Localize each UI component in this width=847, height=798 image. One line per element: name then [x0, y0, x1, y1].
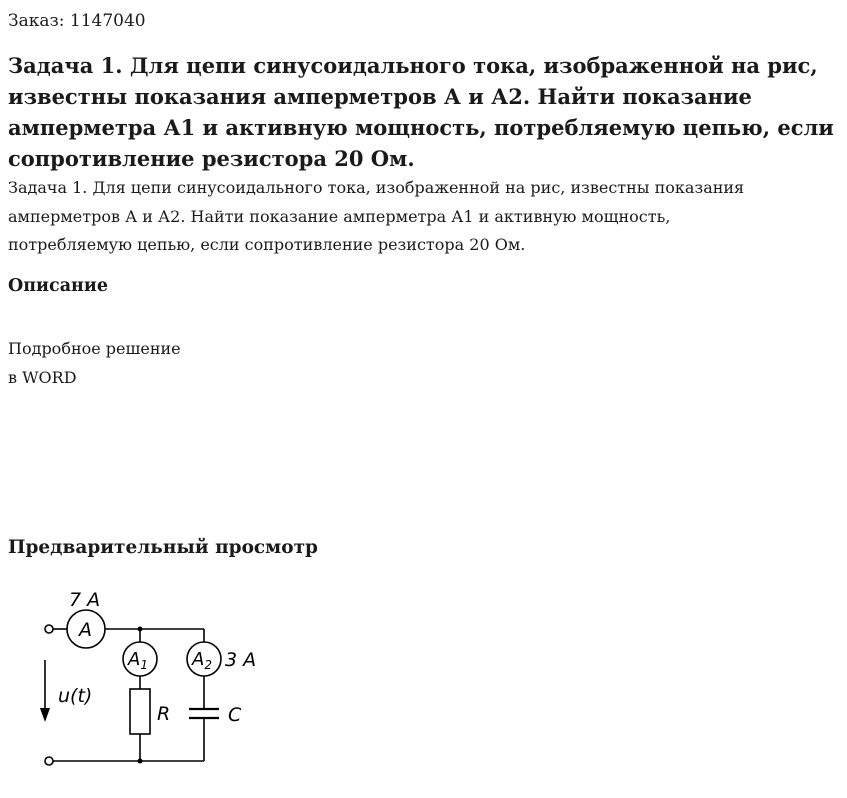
ammeter-a-label: A [79, 619, 92, 641]
order-number: Заказ: 1147040 [8, 11, 146, 31]
ammeter-a2-letter: A [192, 649, 205, 670]
capacitor-label: C [228, 704, 242, 726]
preview-heading: Предварительный просмотр [8, 537, 318, 558]
terminal-top [45, 625, 53, 633]
ammeter-a2-subscript: 2 [204, 658, 212, 672]
description-line-1: Подробное решение [8, 339, 181, 358]
ammeter-a2-reading: 3 A [225, 649, 257, 671]
task-body: Задача 1. Для цепи синусоидального тока, изображенной на рис, известны показания амперметров А и А2. Найти показание амперметра А1 и активную мощность, потребляемую цепью, если сопротивление резистора 20 Ом. [8, 178, 745, 254]
voltage-arrow-head [40, 708, 50, 722]
circuit-diagram [0, 580, 300, 780]
task-title: Задача 1. Для цепи синусоидального тока, изображенной на рис, известны показания амперметров А и А2. Найти показание амперметра А1 и активную мощность, потребляемую цепью, если сопротивление резистора 20 Ом. [8, 53, 834, 171]
description-line-2: в WORD [8, 368, 77, 387]
ammeter-a1-subscript: 1 [140, 658, 148, 672]
ammeter-a-reading: 7 A [69, 589, 101, 611]
terminal-bottom [45, 757, 53, 765]
resistor-label: R [157, 703, 171, 725]
junction-bottom [138, 759, 143, 764]
ammeter-a1-letter: A [128, 649, 141, 670]
resistor-symbol [130, 689, 150, 734]
description-heading: Описание [8, 276, 108, 296]
junction-top [138, 627, 143, 632]
voltage-label: u(t) [58, 685, 93, 707]
